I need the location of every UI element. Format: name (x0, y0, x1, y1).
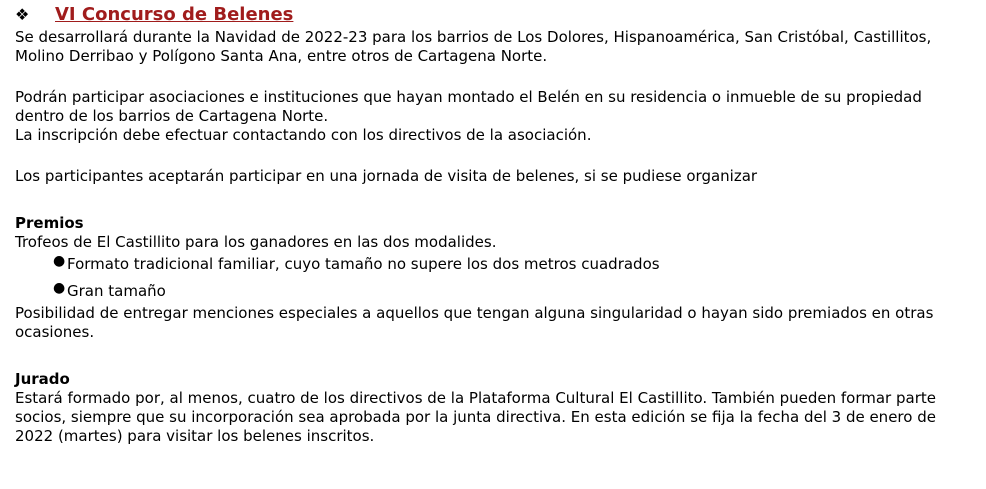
list-item (53, 281, 970, 301)
premios-text: Trofeos de El Castillito para los ganadores en las dos modalides. (15, 233, 497, 251)
spacer (15, 145, 970, 167)
section-heading (15, 4, 970, 26)
list-item (53, 254, 970, 274)
jurado-text: Estará formado por, al menos, cuatro de los directivos de la Plataforma Cultural El Castillito. También pueden formar parte socios, siempre que su incorporación sea aprobada por la junta directiva. En esta edición se fija la fecha del 3 de enero de 2022 (martes) para visitar los belenes inscritos. (15, 389, 936, 445)
bullet-icon: ● (53, 280, 66, 296)
registration-paragraph: La inscripción debe efectuar contactando con los directivos de la asociación. (15, 126, 592, 144)
spacer (15, 342, 970, 370)
bullet-icon: ● (53, 253, 66, 269)
intro-paragraph: Se desarrollará durante la Navidad de 2022-23 para los barrios de Los Dolores, Hispanoamérica, San Cristóbal, Castillitos, Molino Derribao y Polígono Santa Ana, entre otros de Cartagena Norte. (15, 28, 932, 65)
document-body (15, 4, 970, 446)
diamond-ornament-icon: ❖ (15, 5, 30, 24)
spacer (15, 66, 970, 88)
premios-list (15, 254, 970, 301)
list-item-text: Formato tradicional familiar, cuyo tamaño no supere los dos metros cuadrados (67, 255, 660, 273)
premios-heading: Premios (15, 214, 84, 232)
visit-paragraph: Los participantes aceptarán participar en una jornada de visita de belenes, si se pudiese organizar (15, 167, 758, 185)
premios-footer: Posibilidad de entregar menciones especiales a aquellos que tengan alguna singularidad o hayan sido premiados en otras ocasiones. (15, 304, 934, 341)
list-item-text: Gran tamaño (67, 282, 166, 300)
contest-title: VI Concurso de Belenes (55, 4, 294, 25)
spacer (15, 186, 970, 214)
jurado-heading: Jurado (15, 370, 70, 388)
participation-paragraph: Podrán participar asociaciones e instituciones que hayan montado el Belén en su residencia o inmueble de su propiedad dentro de los barrios de Cartagena Norte. (15, 88, 922, 125)
